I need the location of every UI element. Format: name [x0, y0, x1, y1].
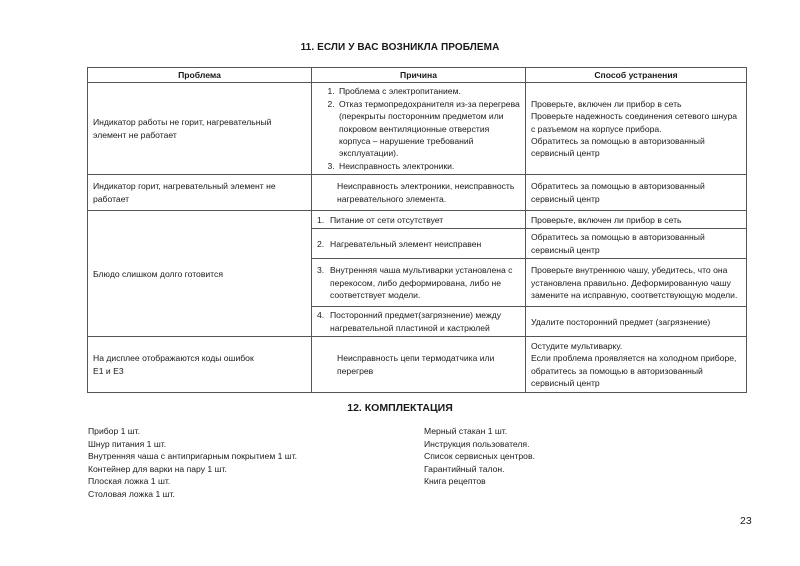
- solution-cell: Обратитесь за помощью в авторизованный сервисный центр: [526, 175, 747, 211]
- package-contents-heading: 12. КОМПЛЕКТАЦИЯ: [347, 402, 453, 414]
- list-item: Инструкция пользователя.: [424, 438, 530, 449]
- table-header-row: [88, 68, 747, 83]
- cause-text: Нагревательный элемент неисправен: [330, 238, 482, 249]
- list-item: Плоская ложка 1 шт.: [88, 476, 171, 487]
- solution-line: Обратитесь за помощью в авторизованный сервисный центр: [531, 136, 705, 159]
- table-row: [88, 83, 747, 175]
- list-item: Шнур питания 1 шт.: [88, 438, 167, 449]
- list-item: Список сервисных центров.: [424, 451, 535, 462]
- cause-number: 1.: [317, 214, 325, 225]
- cause-number: 4.: [317, 310, 325, 321]
- list-item: Контейнер для варки на пару 1 шт.: [88, 463, 227, 474]
- cause-list: [317, 85, 520, 172]
- solution-line: Если проблема проявляется на холодном приборе, обратитесь за помощью в авторизованный сервисный центр: [531, 353, 737, 389]
- cause-item: 3. Неисправность электроники.: [337, 160, 520, 172]
- cause-cell: [312, 229, 526, 259]
- troubleshooting-heading: 11. ЕСЛИ У ВАС ВОЗНИКЛА ПРОБЛЕМА: [300, 42, 500, 53]
- list-item: Столовая ложка 1 шт.: [88, 488, 175, 499]
- cause-item: 2. Отказ термопредохранителя из-за перегрева (перекрыты посторонним предметом или покровом вентиляционные отверстия корпуса – нарушение требований эксплуатации).: [337, 98, 520, 160]
- cause-number: 3.: [317, 265, 325, 276]
- cause-cell: [312, 83, 526, 175]
- solution-cell: Обратитесь за помощью в авторизованный сервисный центр: [526, 229, 747, 259]
- list-item: Книга рецептов: [424, 476, 486, 487]
- cause-text: Посторонний предмет(загрязнение) между нагревательной пластиной и кастрюлей: [330, 310, 502, 333]
- header-cause: Причина: [312, 68, 526, 83]
- solution-cell: Проверьте, включен ли прибор в сеть: [526, 211, 747, 229]
- cause-text: Неисправность цепи термодатчика или перегрев: [337, 353, 495, 376]
- package-list-right: [424, 425, 535, 488]
- cause-text: Внутренняя чаша мультиварки установлена с перекосом, либо деформирована, либо не соответствует модели.: [330, 265, 513, 300]
- list-item: Внутренняя чаша с антипригарным покрытием 1 шт.: [88, 451, 298, 462]
- problem-line: На дисплее отображаются коды ошибок: [93, 353, 254, 364]
- problem-cell: Индикатор горит, нагревательный элемент не работает: [88, 175, 312, 211]
- cause-text: Питание от сети отсутствует: [330, 214, 444, 225]
- solution-line: Проверьте надежность соединения сетевого шнура с разъемом на корпусе прибора.: [531, 111, 738, 134]
- table-row: [88, 211, 747, 229]
- cause-text: Неисправность электроники, неисправность нагревательного элемента.: [337, 181, 515, 204]
- solution-line: Остудите мультиварку.: [531, 340, 623, 351]
- solution-cell: [526, 83, 747, 175]
- table-row: [88, 337, 747, 393]
- cause-cell: [312, 337, 526, 393]
- page-number: 23: [740, 515, 752, 527]
- problem-cell: Индикатор работы не горит, нагревательный элемент не работает: [88, 83, 312, 175]
- cause-item: 1. Проблема с электропитанием.: [337, 85, 520, 97]
- solution-line: Проверьте, включен ли прибор в сеть: [531, 98, 682, 109]
- list-item: Прибор 1 шт.: [88, 426, 141, 436]
- cause-number: 2.: [317, 238, 325, 249]
- solution-cell: Проверьте внутреннюю чашу, убедитесь, что она установлена правильно. Деформированную чашу замените на исправную, соответствующую модели.: [526, 259, 747, 307]
- header-solution: Способ устранения: [526, 68, 747, 83]
- problem-line: Е1 и Е3: [93, 365, 124, 376]
- solution-cell: [526, 337, 747, 393]
- table-row: [88, 175, 747, 211]
- package-list-left: [88, 425, 297, 501]
- problem-cell: [88, 337, 312, 393]
- cause-cell: [312, 307, 526, 337]
- list-item: Гарантийный талон.: [424, 463, 505, 474]
- problem-cell: Блюдо слишком долго готовится: [88, 211, 312, 337]
- cause-cell: [312, 211, 526, 229]
- list-item: Мерный стакан 1 шт.: [424, 426, 508, 436]
- troubleshooting-table: [87, 67, 747, 393]
- cause-cell: [312, 175, 526, 211]
- solution-cell: Удалите посторонний предмет (загрязнение): [526, 307, 747, 337]
- header-problem: Проблема: [88, 68, 312, 83]
- cause-cell: [312, 259, 526, 307]
